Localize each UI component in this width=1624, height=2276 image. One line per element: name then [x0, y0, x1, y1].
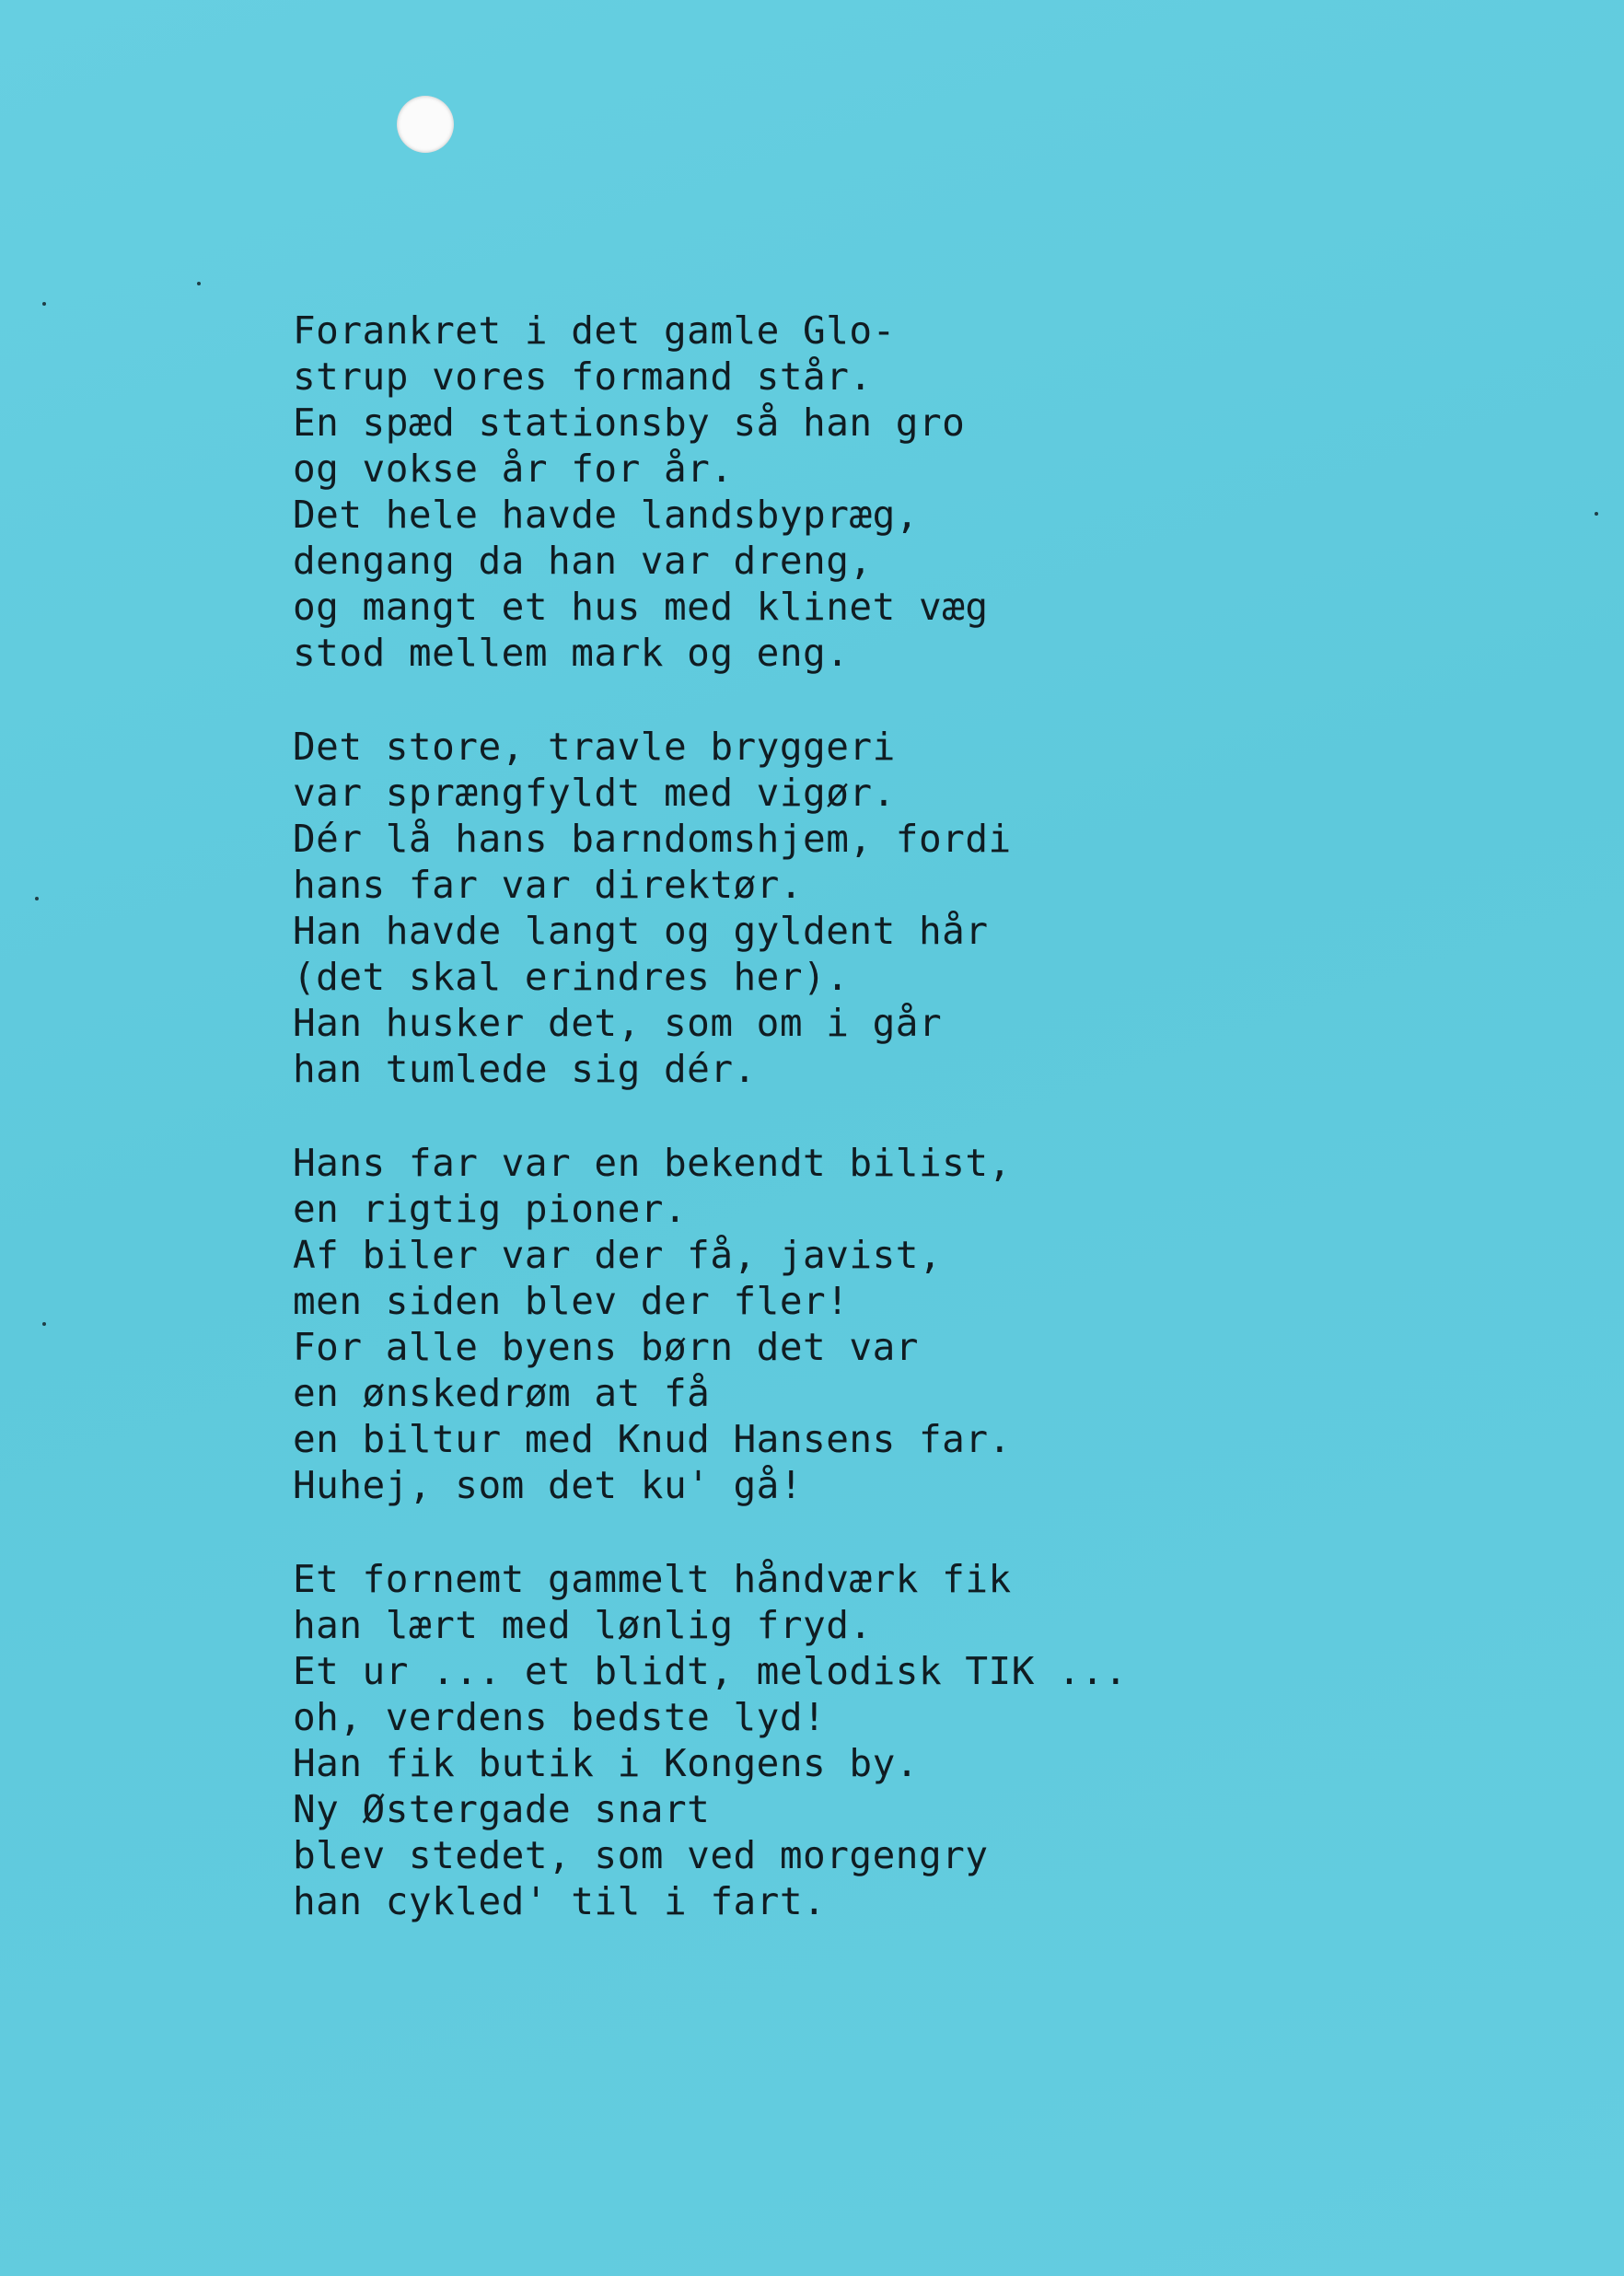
poem-line: dengang da han var dreng,	[293, 539, 873, 583]
poem-line: stod mellem mark og eng.	[293, 631, 850, 675]
poem-line: en rigtig pioner.	[293, 1187, 688, 1231]
poem-line: Huhej, som det ku' gå!	[293, 1463, 804, 1507]
poem-line: Forankret i det gamle Glo-	[293, 308, 896, 353]
paper-speck	[197, 282, 201, 285]
poem-line: og mangt et hus med klinet væg	[293, 585, 989, 629]
poem-line: Hans far var en bekendt bilist,	[293, 1141, 1012, 1185]
paper-speck	[1595, 512, 1598, 516]
poem-line: Det hele havde landsbypræg,	[293, 493, 919, 537]
poem-line: hans far var direktør.	[293, 863, 804, 907]
poem-line: men siden blev der fler!	[293, 1279, 850, 1323]
poem-line: Et ur ... et blidt, melodisk TIK ...	[293, 1649, 1128, 1693]
poem-line: Han fik butik i Kongens by.	[293, 1741, 919, 1785]
poem-line: oh, verdens bedste lyd!	[293, 1695, 827, 1739]
poem-line: Ny Østergade snart	[293, 1787, 711, 1831]
poem-line: En spæd stationsby så han gro	[293, 401, 966, 445]
punch-hole	[397, 96, 454, 153]
poem-line: en biltur med Knud Hansens far.	[293, 1417, 1012, 1461]
stanza-4	[293, 1556, 1305, 1924]
stanza-3	[293, 1140, 1305, 1508]
poem-line: For alle byens børn det var	[293, 1325, 919, 1369]
poem-line: Det store, travle bryggeri	[293, 725, 896, 769]
poem-line: han cykled' til i fart.	[293, 1879, 827, 1923]
poem-line: Han havde langt og gyldent hår	[293, 909, 989, 953]
poem-line: Af biler var der få, javist,	[293, 1233, 943, 1277]
stanza-2	[293, 724, 1305, 1092]
paper-speck	[42, 1322, 46, 1326]
poem-line: blev stedet, som ved morgengry	[293, 1833, 989, 1877]
poem-line: Han husker det, som om i går	[293, 1001, 943, 1045]
poem-line: Dér lå hans barndomshjem, fordi	[293, 817, 1012, 861]
poem-text	[293, 308, 1305, 1972]
poem-line: han lært med lønlig fryd.	[293, 1603, 873, 1647]
poem-line: han tumlede sig dér.	[293, 1047, 757, 1091]
poem-line: strup vores formand står.	[293, 354, 873, 399]
poem-line: en ønskedrøm at få	[293, 1371, 711, 1415]
poem-line: (det skal erindres her).	[293, 955, 850, 999]
stanza-1	[293, 308, 1305, 676]
poem-line: var sprængfyldt med vigør.	[293, 771, 896, 815]
paper-speck	[35, 897, 39, 900]
poem-line: Et fornemt gammelt håndværk fik	[293, 1557, 1012, 1601]
poem-line: og vokse år for år.	[293, 447, 734, 491]
paper-speck	[42, 302, 46, 306]
